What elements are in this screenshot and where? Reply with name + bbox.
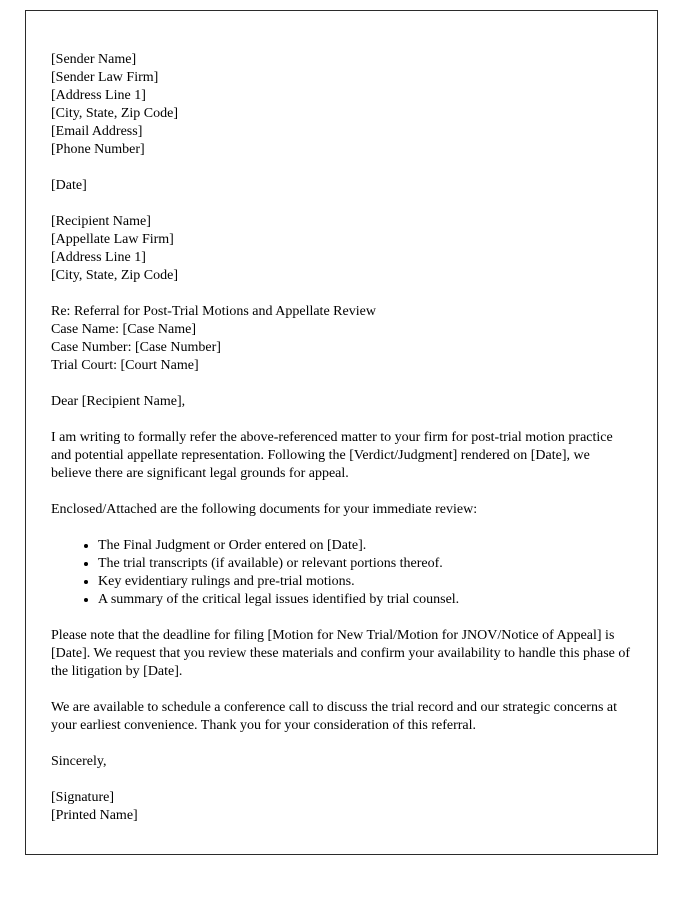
printed-name-line: [Printed Name] [51, 808, 138, 823]
recipient-block [51, 213, 632, 285]
date-line: [Date] [51, 178, 87, 193]
sender-law-firm: [Sender Law Firm] [51, 70, 159, 85]
enclosure-list [51, 537, 632, 609]
sender-block [51, 51, 632, 159]
sender-phone: [Phone Number] [51, 142, 145, 157]
sender-email: [Email Address] [51, 124, 143, 139]
date-block [51, 177, 632, 195]
recipient-law-firm: [Appellate Law Firm] [51, 232, 174, 247]
letter-body [51, 51, 632, 825]
enclosure-item-evidentiary-rulings: • Key evidentiary rulings and pre-trial motions. [98, 573, 632, 591]
enclosure-item-legal-issues-summary: • A summary of the critical legal issues identified by trial counsel. [98, 591, 632, 609]
trial-court-line: Trial Court: [Court Name] [51, 358, 199, 373]
recipient-name: [Recipient Name] [51, 214, 151, 229]
case-name-line: Case Name: [Case Name] [51, 322, 196, 337]
recipient-city-state-zip: [City, State, Zip Code] [51, 268, 179, 283]
sender-city-state-zip: [City, State, Zip Code] [51, 106, 179, 121]
enclosure-item-final-judgment: • The Final Judgment or Order entered on [Date]. [98, 537, 632, 555]
paragraph-enclosures-intro: Enclosed/Attached are the following documents for your immediate review: [51, 502, 478, 517]
re-block [51, 303, 632, 375]
sender-address-line-1: [Address Line 1] [51, 88, 146, 103]
enclosure-item-trial-transcripts: • The trial transcripts (if available) or relevant portions thereof. [98, 555, 632, 573]
recipient-address-line-1: [Address Line 1] [51, 250, 146, 265]
closing-word: Sincerely, [51, 754, 107, 769]
letter-page [25, 10, 658, 855]
paragraph-conference-call: We are available to schedule a conference call to discuss the trial record and our strategic concerns at your earliest convenience. Thank you for your consideration of this referral. [51, 700, 617, 733]
signature-block [51, 789, 632, 825]
re-subject-line: Re: Referral for Post-Trial Motions and Appellate Review [51, 304, 376, 319]
sender-name: [Sender Name] [51, 52, 137, 67]
paragraph-referral-intro: I am writing to formally refer the above-referenced matter to your firm for post-trial motion practice and potential appellate representation. Following the [Verdict/Judgment] rendered on [Date], we believe there are significant legal grounds for appeal. [51, 430, 613, 481]
case-number-line: Case Number: [Case Number] [51, 340, 221, 355]
signature-line: [Signature] [51, 790, 114, 805]
closing [51, 753, 632, 771]
salutation: Dear [Recipient Name], [51, 394, 186, 409]
paragraph-deadline-notice: Please note that the deadline for filing [Motion for New Trial/Motion for JNOV/Notice of Appeal] is [Date]. We request that you review these materials and confirm your availability to handle this phase of the litigation by [Date]. [51, 628, 631, 679]
